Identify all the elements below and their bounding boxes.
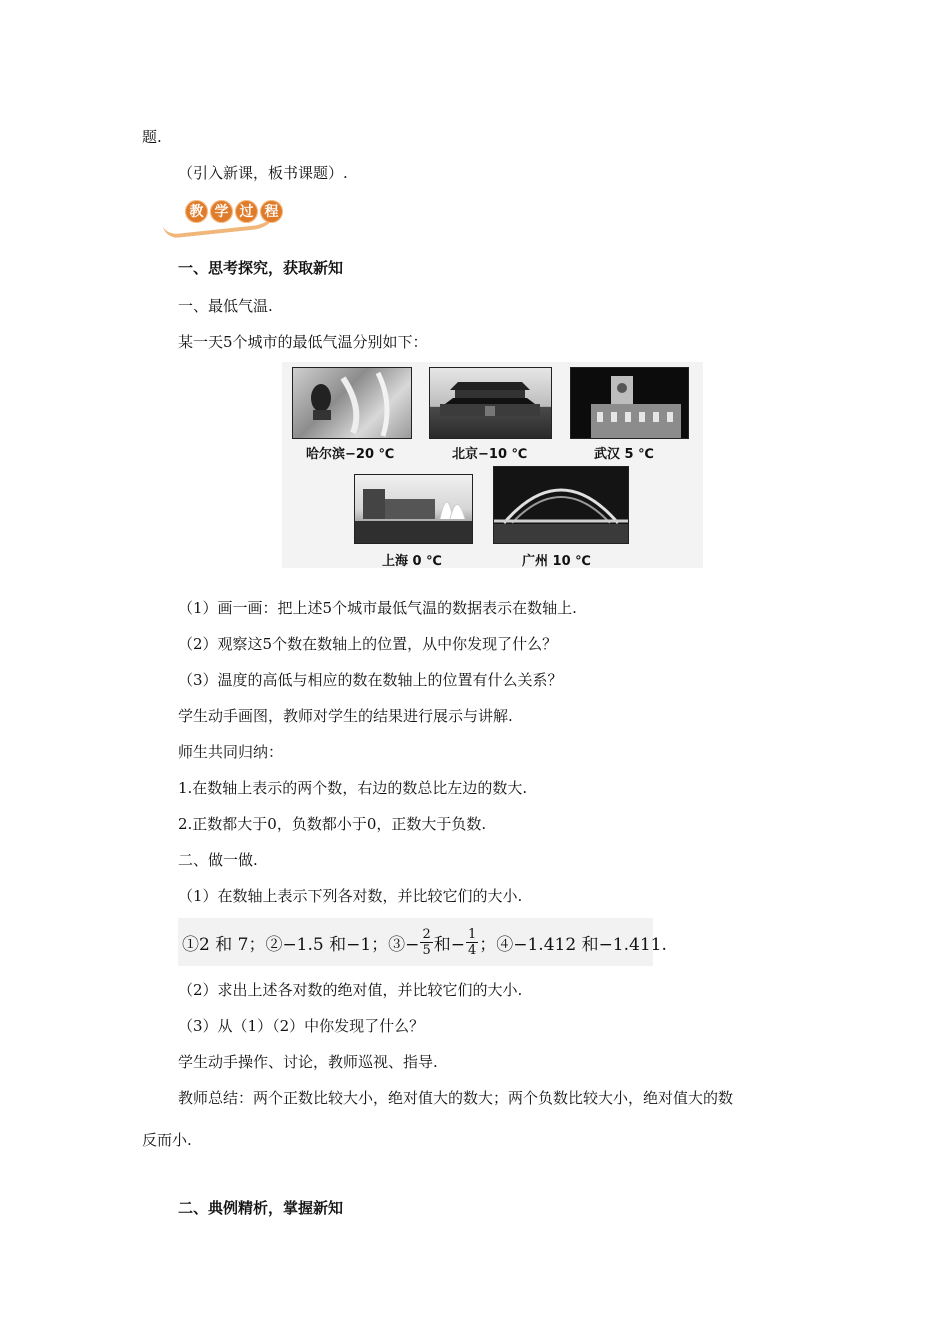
question-1: （1）画一画：把上述5个城市最低气温的数据表示在数轴上. bbox=[178, 599, 577, 617]
task-2: （2）求出上述各对数的绝对值，并比较它们的大小. bbox=[178, 981, 523, 999]
task-3: （3）从（1）（2）中你发现了什么？ bbox=[178, 1017, 425, 1035]
text-line: 二、做一做. bbox=[178, 851, 258, 869]
text-line: 某一天5个城市的最低气温分别如下： bbox=[178, 333, 428, 351]
beijing-photo-art bbox=[430, 368, 551, 438]
text-line: 师生共同归纳： bbox=[178, 743, 284, 761]
text-line: 学生动手操作、讨论，教师巡视、指导. bbox=[178, 1053, 438, 1071]
teacher-summary: 教师总结：两个正数比较大小，绝对值大的数大；两个负数比较大小，绝对值大的数 bbox=[178, 1089, 734, 1107]
harbin-photo-art bbox=[293, 368, 411, 438]
number-pairs-formula bbox=[178, 918, 667, 966]
text-line: 学生动手画图，教师对学生的结果进行展示与讲解. bbox=[178, 707, 513, 725]
harbin-photo bbox=[292, 367, 412, 439]
fraction bbox=[420, 927, 432, 958]
section-heading: 二、典例精析，掌握新知 bbox=[178, 1199, 344, 1217]
fraction-denominator: 5 bbox=[422, 942, 431, 958]
text-line: （引入新课，板书课题）. bbox=[178, 164, 348, 182]
fraction bbox=[466, 927, 478, 958]
wuhan-photo bbox=[570, 367, 689, 439]
formula-part: ；④−1.412 和−1.411. bbox=[479, 934, 667, 955]
shanghai-photo bbox=[354, 474, 473, 544]
formula-part: ①2 和 7；②−1.5 和−1；③− bbox=[182, 934, 420, 955]
wuhan-photo-art bbox=[571, 368, 688, 438]
question-2: （2）观察这5个数在数轴上的位置，从中你发现了什么？ bbox=[178, 635, 558, 653]
caption-shanghai: 上海 0 ℃ bbox=[382, 554, 442, 569]
section-heading: 一、思考探究，获取新知 bbox=[178, 259, 344, 277]
caption-guangzhou: 广州 10 ℃ bbox=[522, 554, 591, 569]
text-line: 题. bbox=[142, 128, 162, 146]
formula-part: 和− bbox=[433, 934, 465, 955]
badge-char: 程 bbox=[260, 200, 283, 223]
text-line: 一、最低气温. bbox=[178, 297, 273, 315]
badge-char: 教 bbox=[185, 200, 208, 223]
badge-char: 学 bbox=[210, 200, 233, 223]
city-photos-figure bbox=[282, 362, 703, 568]
guangzhou-photo-art bbox=[494, 467, 628, 543]
fraction-numerator: 1 bbox=[467, 926, 477, 942]
conclusion-2: 2.正数都大于0，负数都小于0，正数大于负数. bbox=[178, 815, 487, 833]
teacher-summary-cont: 反而小. bbox=[142, 1131, 192, 1149]
conclusion-1: 1.在数轴上表示的两个数，右边的数总比左边的数大. bbox=[178, 779, 528, 797]
shanghai-photo-art bbox=[355, 475, 472, 543]
caption-harbin: 哈尔滨−20 ℃ bbox=[306, 447, 395, 462]
caption-beijing: 北京−10 ℃ bbox=[452, 447, 528, 462]
question-3: （3）温度的高低与相应的数在数轴上的位置有什么关系？ bbox=[178, 671, 563, 689]
caption-wuhan: 武汉 5 ℃ bbox=[594, 447, 654, 462]
task-1: （1）在数轴上表示下列各对数，并比较它们的大小. bbox=[178, 887, 523, 905]
guangzhou-photo bbox=[493, 466, 629, 544]
fraction-numerator: 2 bbox=[422, 926, 431, 942]
section-badge bbox=[185, 196, 283, 226]
badge-char: 过 bbox=[235, 200, 258, 223]
fraction-denominator: 4 bbox=[467, 942, 477, 958]
beijing-photo bbox=[429, 367, 552, 439]
